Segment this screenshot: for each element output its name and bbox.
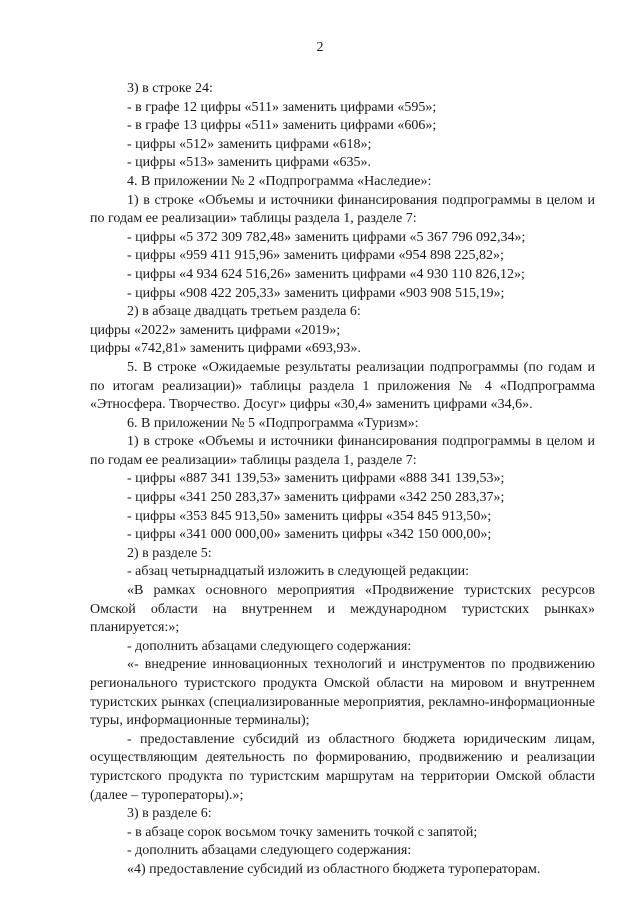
- paragraph: 1) в строке «Объемы и источники финансирования подпрограммы в целом и по годам ее реализации» таблицы раздела 1, разделе 7:: [90, 192, 595, 227]
- paragraph: «В рамках основного мероприятия «Продвижение туристских ресурсов Омской области на внутреннем и международном туристских рынках» планируется:»;: [90, 583, 595, 636]
- paragraph: - цифры «908 422 205,33» заменить цифрами «903 908 515,19»;: [127, 285, 505, 301]
- paragraph: «4) предоставление субсидий из областного бюджета туроператорам.: [127, 861, 541, 877]
- paragraph: цифры «742,81» заменить цифрами «693,93».: [90, 341, 361, 357]
- paragraph: 3) в разделе 6:: [127, 806, 212, 822]
- paragraph: - дополнить абзацами следующего содержания:: [127, 843, 412, 859]
- paragraph: - цифры «959 411 915,96» заменить цифрами «954 898 225,82»;: [127, 248, 504, 264]
- paragraph: - цифры «353 845 913,50» заменить цифры «354 845 913,50»;: [127, 508, 492, 524]
- paragraph: «- внедрение инновационных технологий и инструментов по продвижению регионального туристского продукта Омской области на мировом и внутреннем туристских рынках (специализированные мероприятия, рекламно-информационные туры, информационные терминалы);: [90, 657, 595, 729]
- paragraph: 2) в разделе 5:: [127, 545, 212, 561]
- paragraph: - в графе 13 цифры «511» заменить цифрами «606»;: [127, 118, 437, 134]
- paragraph: - цифры «887 341 139,53» заменить цифрами «888 341 139,53»;: [127, 471, 505, 487]
- paragraph: - цифры «341 250 283,37» заменить цифрами «342 250 283,37»;: [127, 490, 505, 506]
- paragraph: - предоставление субсидий из областного бюджета юридическим лицам, осуществляющим деятельность по формированию, продвижению и реализации туристского продукта по туристским маршрутам на территории Омской области (далее – туроператоры).»;: [90, 731, 595, 803]
- paragraph: 5. В строке «Ожидаемые результаты реализации подпрограммы (по годам и по итогам реализации)» таблицы раздела 1 приложения № 4 «Подпрограмма «Этносфера. Творчество. Досуг» цифры «30,4» заменить цифрами «34,6».: [90, 359, 595, 413]
- paragraph: - цифры «512» заменить цифрами «618»;: [127, 136, 372, 152]
- page-number: 2: [316, 40, 324, 55]
- paragraph: - цифры «513» заменить цифрами «635».: [127, 155, 372, 171]
- paragraph: - в графе 12 цифры «511» заменить цифрами «595»;: [127, 99, 437, 115]
- paragraph: 6. В приложении № 5 «Подпрограмма «Туризм»:: [127, 415, 419, 431]
- paragraph: - цифры «4 934 624 516,26» заменить цифрами «4 930 110 826,12»;: [127, 266, 525, 282]
- paragraph: - в абзаце сорок восьмом точку заменить точкой с запятой;: [127, 824, 478, 840]
- paragraph: - дополнить абзацами следующего содержания:: [127, 638, 412, 654]
- paragraph: - абзац четырнадцатый изложить в следующей редакции:: [127, 564, 469, 580]
- paragraph: 4. В приложении № 2 «Подпрограмма «Наследие»:: [127, 173, 432, 189]
- paragraph: - цифры «5 372 309 782,48» заменить цифрами «5 367 796 092,34»;: [127, 229, 526, 245]
- paragraph: 3) в строке 24:: [127, 81, 213, 96]
- paragraph: - цифры «341 000 000,00» заменить цифры «342 150 000,00»;: [127, 527, 492, 543]
- document-body: [90, 80, 595, 880]
- paragraph: цифры «2022» заменить цифрами «2019»;: [90, 322, 341, 338]
- paragraph: 1) в строке «Объемы и источники финансирования подпрограммы в целом и по годам ее реализации» таблицы раздела 1, разделе 7:: [90, 434, 595, 468]
- paragraph: 2) в абзаце двадцать третьем раздела 6:: [127, 304, 361, 320]
